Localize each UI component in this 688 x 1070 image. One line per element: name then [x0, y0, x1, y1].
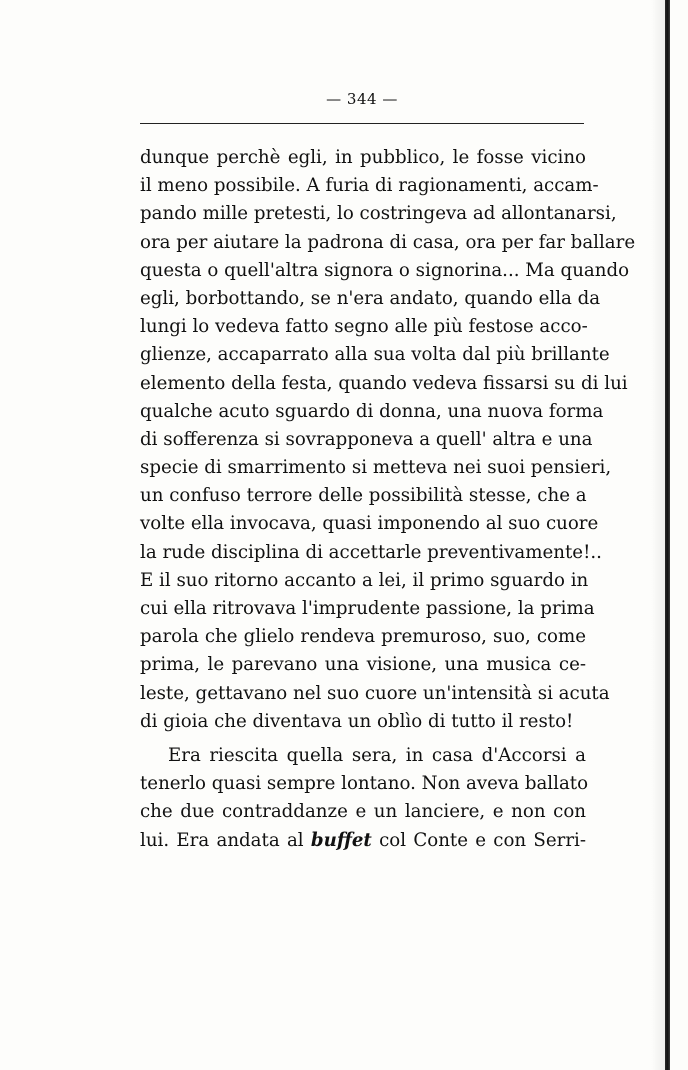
text-line: il meno possibile. A furia di ragionamenti, accam- [140, 175, 599, 197]
text-line-with-italic [140, 827, 586, 855]
text-segment: col Conte e con Serri- [371, 829, 586, 851]
text-line: che due contraddanze e un lanciere, e non con [140, 801, 586, 823]
text-line: tenerlo quasi sempre lontano. Non aveva ballato [140, 773, 589, 795]
text-line: di sofferenza si sovrapponeva a quell' altra e una [140, 428, 593, 450]
text-line: elemento della festa, quando vedeva fissarsi su di lui [140, 372, 628, 394]
paragraph-1 [140, 144, 636, 736]
text-line: Era riescita quella sera, in casa d'Accorsi a [168, 744, 586, 766]
text-line: prima, le parevano una visione, una musica ce- [140, 654, 586, 676]
header-rule [140, 123, 584, 124]
text-line: egli, borbottando, se n'era andato, quando ella da [140, 287, 601, 309]
paragraph-2 [140, 742, 589, 855]
italic-word: buffet [310, 829, 372, 851]
text-line: pando mille pretesti, lo costringeva ad allontanarsi, [140, 203, 617, 225]
text-line: lungi lo vedeva fatto segno alle più festose acco- [140, 316, 588, 338]
text-line: la rude disciplina di accettarle preventivamente!.. [140, 541, 602, 563]
text-line: volte ella invocava, quasi imponendo al suo cuore [140, 513, 599, 535]
text-line: di gioia che diventava un oblìo di tutto il resto! [140, 710, 574, 732]
text-line: parola che glielo rendeva premuroso, suo, come [140, 626, 586, 648]
text-segment: lui. Era andata al [140, 829, 311, 851]
text-line: leste, gettavano nel suo cuore un'intensità si acuta [140, 682, 610, 704]
text-line: qualche acuto sguardo di donna, una nuova forma [140, 400, 604, 422]
text-line: un confuso terrore delle possibilità stesse, che a [140, 485, 587, 507]
scan-edge-shadow [651, 0, 665, 1070]
text-line: ora per aiutare la padrona di casa, ora per far ballare [140, 231, 636, 253]
text-line: dunque perchè egli, in pubblico, le fosse vicino [140, 147, 586, 168]
page-header [140, 86, 584, 124]
scan-binding-edge [665, 0, 670, 1070]
text-line: E il suo ritorno accanto a lei, il primo sguardo in [140, 569, 589, 591]
text-line: cui ella ritrovava l'imprudente passione, la prima [140, 598, 595, 619]
text-line: questa o quell'altra signora o signorina... Ma quando [140, 259, 630, 281]
text-line: glienze, accaparrato alla sua volta dal più brillante [140, 344, 610, 366]
text-line: specie di smarrimento si metteva nei suoi pensieri, [140, 457, 612, 479]
page-number: — 344 — [326, 90, 398, 108]
body-text [140, 144, 636, 855]
